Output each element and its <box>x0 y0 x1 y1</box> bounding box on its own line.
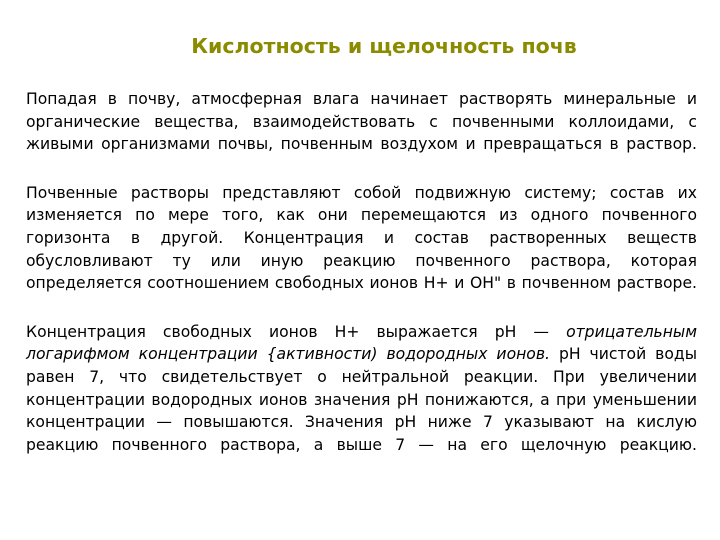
paragraph-soil-moisture: Попадая в почву, атмосферная влага начинает растворять минеральные и органические вещества, взаимодействовать с почвенными коллоидами, с живыми организмами почвы, почвенным воздухом и превращаться в раствор. <box>26 90 697 154</box>
slide-title: Кислотность и щелочность почв <box>191 34 577 58</box>
paragraph-soil-solutions: Почвенные растворы представляют собой подвижную систему; состав их изменяется по мере того, как они перемещаются из одного почвенного горизонта в другой. Концентрация и состав растворенных веществ обусловливают ту или иную реакцию почвенного раствора, которая определяется соотношением свободных ионов Н+ и ОН" в почвенном растворе. <box>26 183 697 293</box>
slide-body <box>26 88 697 456</box>
ph-explanation-text: рН чистой воды равен 7, что свидетельствует о нейтральной реакции. При увеличении концентрации водородных ионов значения рН понижаются, а при уменьшении концентрации — повышаются. Значения рН ниже 7 указывают на кислую реакцию почвенного раствора, а выше 7 — на его щелочную реакцию. <box>26 345 698 454</box>
paragraph-ph-concentration <box>26 321 697 457</box>
ph-definition-italic: отрицательным логарифмом концентрации {активности) водородных ионов. <box>26 322 697 364</box>
ph-intro-text: Концентрация свободных ионов Н+ выражается рН — <box>26 322 567 341</box>
